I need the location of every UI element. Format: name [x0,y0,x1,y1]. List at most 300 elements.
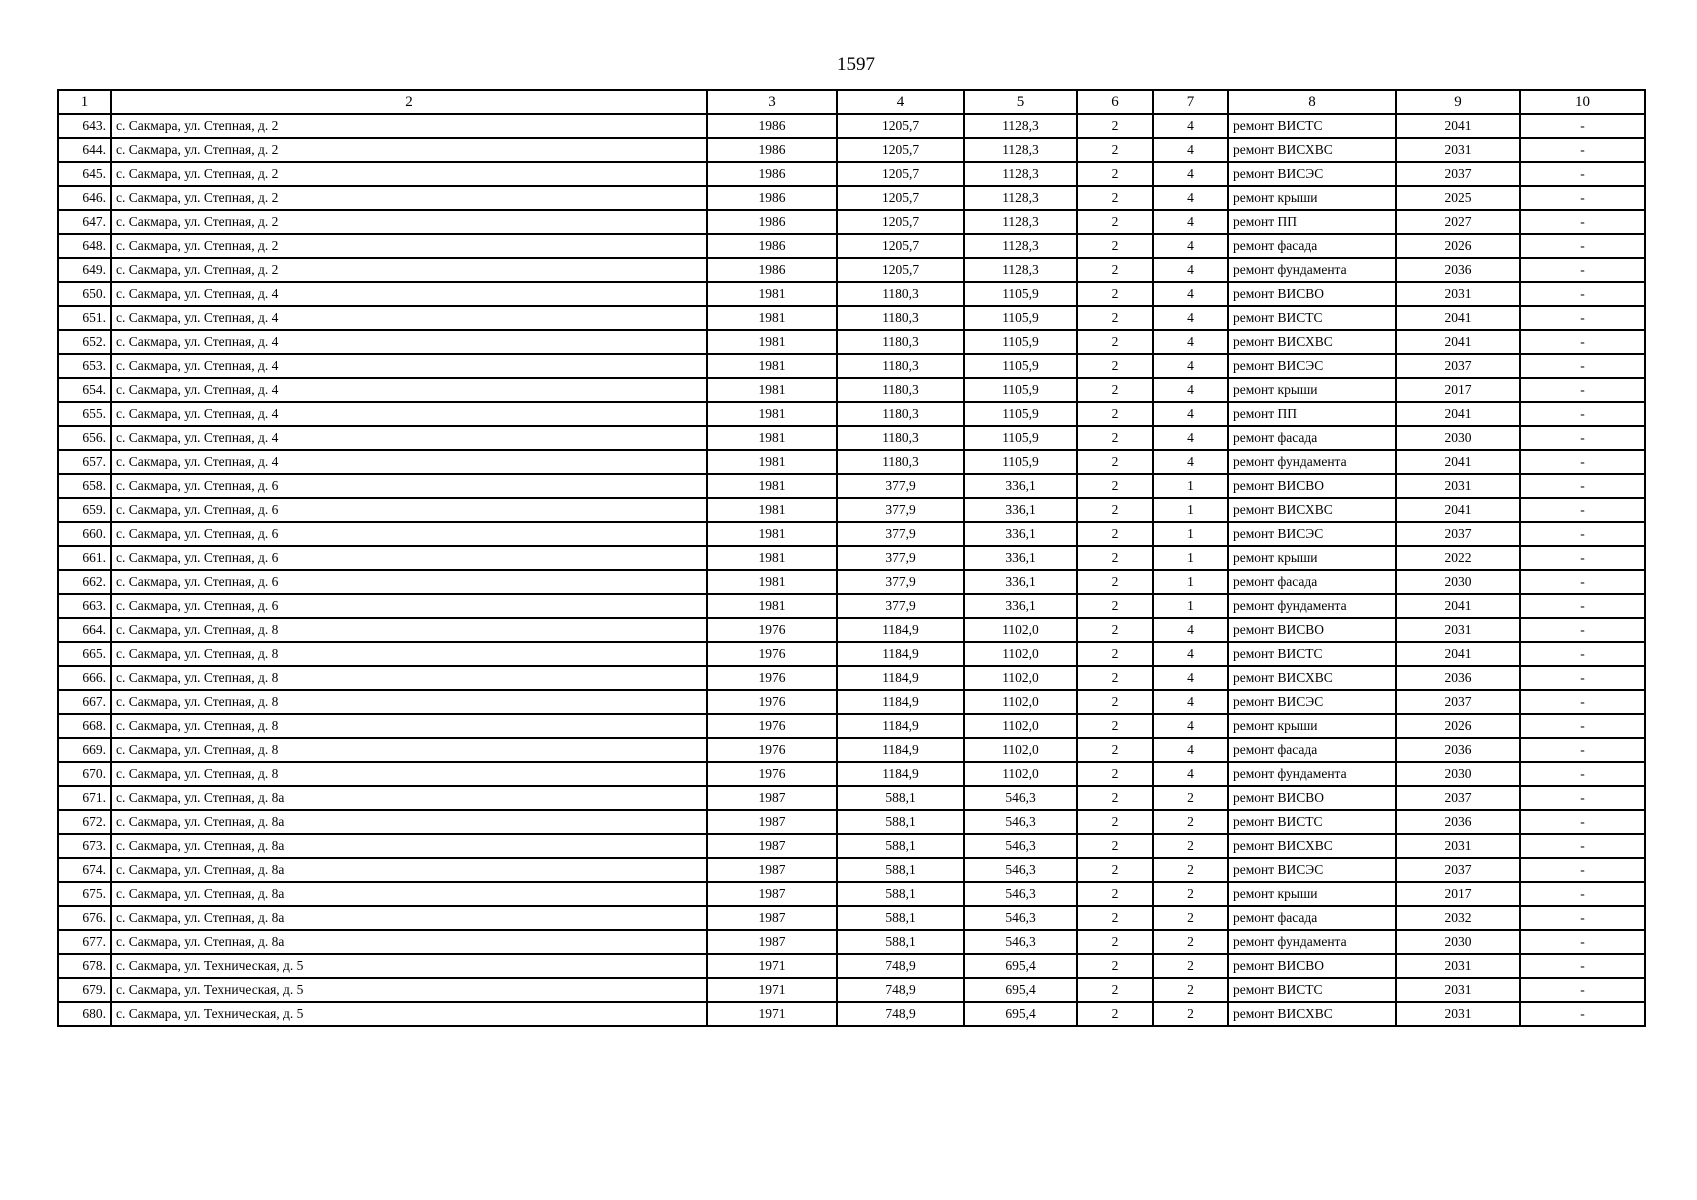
entrances-cell: 2 [1153,834,1228,858]
table-row [58,522,1645,546]
table-row [58,426,1645,450]
work-type-cell: ремонт фундамента [1228,258,1396,282]
floors-cell: 2 [1077,282,1153,306]
build-year-cell: 1986 [707,210,837,234]
address-cell: с. Сакмара, ул. Степная, д. 6 [111,594,707,618]
living-area-cell: 1105,9 [964,378,1077,402]
note-cell: - [1520,882,1645,906]
entrances-cell: 4 [1153,618,1228,642]
row-number-cell: 662. [58,570,111,594]
plan-year-cell: 2041 [1396,306,1520,330]
build-year-cell: 1981 [707,378,837,402]
floors-cell: 2 [1077,978,1153,1002]
work-type-cell: ремонт ВИСТС [1228,306,1396,330]
floors-cell: 2 [1077,450,1153,474]
total-area-cell: 1205,7 [837,210,964,234]
floors-cell: 2 [1077,162,1153,186]
living-area-cell: 546,3 [964,930,1077,954]
row-number-cell: 643. [58,114,111,138]
row-number-cell: 667. [58,690,111,714]
work-type-cell: ремонт ВИСВО [1228,786,1396,810]
note-cell: - [1520,906,1645,930]
floors-cell: 2 [1077,810,1153,834]
table-body [58,114,1645,1026]
entrances-cell: 2 [1153,978,1228,1002]
row-number-cell: 668. [58,714,111,738]
row-number-cell: 660. [58,522,111,546]
build-year-cell: 1987 [707,930,837,954]
total-area-cell: 1180,3 [837,306,964,330]
living-area-cell: 1102,0 [964,714,1077,738]
entrances-cell: 2 [1153,954,1228,978]
total-area-cell: 1184,9 [837,666,964,690]
note-cell: - [1520,762,1645,786]
work-type-cell: ремонт ВИСХВС [1228,498,1396,522]
address-cell: с. Сакмара, ул. Степная, д. 8а [111,930,707,954]
row-number-cell: 679. [58,978,111,1002]
total-area-cell: 1180,3 [837,378,964,402]
note-cell: - [1520,258,1645,282]
total-area-cell: 748,9 [837,954,964,978]
total-area-cell: 588,1 [837,810,964,834]
build-year-cell: 1986 [707,258,837,282]
work-type-cell: ремонт ВИСТС [1228,114,1396,138]
total-area-cell: 748,9 [837,1002,964,1026]
living-area-cell: 336,1 [964,546,1077,570]
address-cell: с. Сакмара, ул. Степная, д. 8 [111,690,707,714]
address-cell: с. Сакмара, ул. Степная, д. 2 [111,114,707,138]
build-year-cell: 1986 [707,234,837,258]
build-year-cell: 1986 [707,114,837,138]
entrances-cell: 2 [1153,906,1228,930]
note-cell: - [1520,426,1645,450]
table-row [58,786,1645,810]
column-header: 10 [1520,90,1645,114]
entrances-cell: 4 [1153,258,1228,282]
table-row [58,210,1645,234]
note-cell: - [1520,210,1645,234]
row-number-cell: 673. [58,834,111,858]
plan-year-cell: 2037 [1396,690,1520,714]
entrances-cell: 4 [1153,138,1228,162]
total-area-cell: 377,9 [837,474,964,498]
living-area-cell: 546,3 [964,810,1077,834]
total-area-cell: 377,9 [837,570,964,594]
living-area-cell: 336,1 [964,498,1077,522]
build-year-cell: 1976 [707,690,837,714]
living-area-cell: 1105,9 [964,282,1077,306]
table-row [58,330,1645,354]
entrances-cell: 1 [1153,594,1228,618]
address-cell: с. Сакмара, ул. Техническая, д. 5 [111,978,707,1002]
address-cell: с. Сакмара, ул. Степная, д. 8 [111,666,707,690]
table-row [58,762,1645,786]
note-cell: - [1520,546,1645,570]
living-area-cell: 1128,3 [964,186,1077,210]
total-area-cell: 1205,7 [837,234,964,258]
floors-cell: 2 [1077,690,1153,714]
table-header-row [58,90,1645,114]
work-type-cell: ремонт ВИСТС [1228,978,1396,1002]
note-cell: - [1520,954,1645,978]
plan-year-cell: 2036 [1396,666,1520,690]
floors-cell: 2 [1077,330,1153,354]
address-cell: с. Сакмара, ул. Степная, д. 2 [111,258,707,282]
address-cell: с. Сакмара, ул. Степная, д. 8а [111,810,707,834]
floors-cell: 2 [1077,426,1153,450]
total-area-cell: 588,1 [837,786,964,810]
plan-year-cell: 2026 [1396,714,1520,738]
column-header: 5 [964,90,1077,114]
total-area-cell: 1180,3 [837,450,964,474]
column-header: 8 [1228,90,1396,114]
entrances-cell: 1 [1153,522,1228,546]
table-row [58,498,1645,522]
living-area-cell: 1102,0 [964,762,1077,786]
total-area-cell: 1180,3 [837,330,964,354]
address-cell: с. Сакмара, ул. Степная, д. 8 [111,762,707,786]
page-number: 1597 [837,54,875,75]
plan-year-cell: 2037 [1396,162,1520,186]
table-row [58,882,1645,906]
work-type-cell: ремонт ВИСВО [1228,618,1396,642]
row-number-cell: 674. [58,858,111,882]
table-row [58,666,1645,690]
living-area-cell: 336,1 [964,594,1077,618]
living-area-cell: 546,3 [964,906,1077,930]
note-cell: - [1520,330,1645,354]
work-type-cell: ремонт крыши [1228,882,1396,906]
note-cell: - [1520,498,1645,522]
build-year-cell: 1976 [707,762,837,786]
address-cell: с. Сакмара, ул. Степная, д. 8 [111,738,707,762]
entrances-cell: 4 [1153,354,1228,378]
row-number-cell: 654. [58,378,111,402]
plan-year-cell: 2031 [1396,474,1520,498]
work-type-cell: ремонт ВИСЭС [1228,522,1396,546]
plan-year-cell: 2041 [1396,114,1520,138]
work-type-cell: ремонт ВИСВО [1228,474,1396,498]
build-year-cell: 1986 [707,162,837,186]
build-year-cell: 1976 [707,738,837,762]
entrances-cell: 4 [1153,426,1228,450]
floors-cell: 2 [1077,786,1153,810]
total-area-cell: 1205,7 [837,258,964,282]
living-area-cell: 1105,9 [964,402,1077,426]
entrances-cell: 1 [1153,474,1228,498]
plan-year-cell: 2030 [1396,570,1520,594]
floors-cell: 2 [1077,570,1153,594]
address-cell: с. Сакмара, ул. Степная, д. 8а [111,834,707,858]
note-cell: - [1520,570,1645,594]
row-number-cell: 659. [58,498,111,522]
living-area-cell: 1102,0 [964,618,1077,642]
total-area-cell: 588,1 [837,906,964,930]
floors-cell: 2 [1077,762,1153,786]
plan-year-cell: 2031 [1396,1002,1520,1026]
floors-cell: 2 [1077,546,1153,570]
work-type-cell: ремонт крыши [1228,546,1396,570]
row-number-cell: 671. [58,786,111,810]
floors-cell: 2 [1077,954,1153,978]
total-area-cell: 1184,9 [837,738,964,762]
address-cell: с. Сакмара, ул. Техническая, д. 5 [111,954,707,978]
address-cell: с. Сакмара, ул. Степная, д. 6 [111,570,707,594]
note-cell: - [1520,786,1645,810]
address-cell: с. Сакмара, ул. Степная, д. 8а [111,786,707,810]
living-area-cell: 546,3 [964,882,1077,906]
address-cell: с. Сакмара, ул. Степная, д. 4 [111,402,707,426]
plan-year-cell: 2041 [1396,594,1520,618]
work-type-cell: ремонт ВИСХВС [1228,834,1396,858]
row-number-cell: 647. [58,210,111,234]
table-row [58,642,1645,666]
build-year-cell: 1981 [707,474,837,498]
work-type-cell: ремонт ВИСХВС [1228,1002,1396,1026]
table-row [58,570,1645,594]
address-cell: с. Сакмара, ул. Степная, д. 8а [111,882,707,906]
floors-cell: 2 [1077,114,1153,138]
address-cell: с. Сакмара, ул. Техническая, д. 5 [111,1002,707,1026]
plan-year-cell: 2031 [1396,978,1520,1002]
work-type-cell: ремонт крыши [1228,378,1396,402]
plan-year-cell: 2041 [1396,330,1520,354]
note-cell: - [1520,282,1645,306]
floors-cell: 2 [1077,930,1153,954]
table-row [58,858,1645,882]
build-year-cell: 1981 [707,546,837,570]
note-cell: - [1520,858,1645,882]
floors-cell: 2 [1077,858,1153,882]
work-type-cell: ремонт ПП [1228,402,1396,426]
entrances-cell: 2 [1153,786,1228,810]
living-area-cell: 546,3 [964,786,1077,810]
build-year-cell: 1976 [707,642,837,666]
total-area-cell: 748,9 [837,978,964,1002]
floors-cell: 2 [1077,210,1153,234]
floors-cell: 2 [1077,186,1153,210]
note-cell: - [1520,666,1645,690]
plan-year-cell: 2041 [1396,642,1520,666]
work-type-cell: ремонт ВИСХВС [1228,138,1396,162]
plan-year-cell: 2027 [1396,210,1520,234]
living-area-cell: 695,4 [964,978,1077,1002]
table-row [58,690,1645,714]
work-type-cell: ремонт фасада [1228,570,1396,594]
entrances-cell: 4 [1153,114,1228,138]
address-cell: с. Сакмара, ул. Степная, д. 4 [111,378,707,402]
row-number-cell: 672. [58,810,111,834]
living-area-cell: 1105,9 [964,426,1077,450]
note-cell: - [1520,930,1645,954]
work-type-cell: ремонт ВИСЭС [1228,858,1396,882]
note-cell: - [1520,234,1645,258]
entrances-cell: 4 [1153,234,1228,258]
note-cell: - [1520,138,1645,162]
build-year-cell: 1981 [707,570,837,594]
total-area-cell: 588,1 [837,858,964,882]
address-cell: с. Сакмара, ул. Степная, д. 2 [111,138,707,162]
entrances-cell: 2 [1153,810,1228,834]
work-type-cell: ремонт ВИСТС [1228,642,1396,666]
living-area-cell: 336,1 [964,570,1077,594]
living-area-cell: 1128,3 [964,210,1077,234]
plan-year-cell: 2031 [1396,834,1520,858]
work-type-cell: ремонт фундамента [1228,594,1396,618]
note-cell: - [1520,114,1645,138]
total-area-cell: 1184,9 [837,642,964,666]
total-area-cell: 588,1 [837,834,964,858]
living-area-cell: 1105,9 [964,306,1077,330]
row-number-cell: 669. [58,738,111,762]
build-year-cell: 1981 [707,522,837,546]
entrances-cell: 4 [1153,162,1228,186]
floors-cell: 2 [1077,402,1153,426]
note-cell: - [1520,378,1645,402]
row-number-cell: 653. [58,354,111,378]
note-cell: - [1520,642,1645,666]
entrances-cell: 4 [1153,306,1228,330]
living-area-cell: 336,1 [964,474,1077,498]
build-year-cell: 1987 [707,858,837,882]
note-cell: - [1520,978,1645,1002]
floors-cell: 2 [1077,618,1153,642]
column-header: 6 [1077,90,1153,114]
row-number-cell: 675. [58,882,111,906]
row-number-cell: 677. [58,930,111,954]
address-cell: с. Сакмара, ул. Степная, д. 6 [111,474,707,498]
total-area-cell: 588,1 [837,882,964,906]
entrances-cell: 4 [1153,378,1228,402]
build-year-cell: 1987 [707,906,837,930]
address-cell: с. Сакмара, ул. Степная, д. 4 [111,354,707,378]
address-cell: с. Сакмара, ул. Степная, д. 4 [111,330,707,354]
total-area-cell: 377,9 [837,498,964,522]
living-area-cell: 1102,0 [964,666,1077,690]
build-year-cell: 1987 [707,834,837,858]
work-type-cell: ремонт ВИСХВС [1228,330,1396,354]
entrances-cell: 4 [1153,762,1228,786]
note-cell: - [1520,402,1645,426]
build-year-cell: 1986 [707,186,837,210]
floors-cell: 2 [1077,354,1153,378]
table-row [58,234,1645,258]
table-row [58,378,1645,402]
note-cell: - [1520,186,1645,210]
floors-cell: 2 [1077,594,1153,618]
build-year-cell: 1976 [707,618,837,642]
living-area-cell: 1105,9 [964,330,1077,354]
entrances-cell: 1 [1153,546,1228,570]
table-row [58,810,1645,834]
table-row [58,978,1645,1002]
address-cell: с. Сакмара, ул. Степная, д. 8 [111,714,707,738]
table-row [58,450,1645,474]
work-type-cell: ремонт фундамента [1228,930,1396,954]
note-cell: - [1520,522,1645,546]
floors-cell: 2 [1077,882,1153,906]
table-row [58,1002,1645,1026]
row-number-cell: 656. [58,426,111,450]
build-year-cell: 1981 [707,498,837,522]
work-type-cell: ремонт ВИСЭС [1228,690,1396,714]
build-year-cell: 1981 [707,402,837,426]
entrances-cell: 4 [1153,666,1228,690]
floors-cell: 2 [1077,138,1153,162]
plan-year-cell: 2031 [1396,954,1520,978]
build-year-cell: 1981 [707,354,837,378]
total-area-cell: 377,9 [837,522,964,546]
living-area-cell: 1105,9 [964,354,1077,378]
row-number-cell: 676. [58,906,111,930]
work-type-cell: ремонт ВИСЭС [1228,162,1396,186]
row-number-cell: 650. [58,282,111,306]
plan-year-cell: 2037 [1396,522,1520,546]
address-cell: с. Сакмара, ул. Степная, д. 6 [111,522,707,546]
entrances-cell: 4 [1153,690,1228,714]
table-row [58,954,1645,978]
living-area-cell: 1105,9 [964,450,1077,474]
living-area-cell: 546,3 [964,834,1077,858]
total-area-cell: 1184,9 [837,690,964,714]
total-area-cell: 1205,7 [837,138,964,162]
work-type-cell: ремонт крыши [1228,714,1396,738]
row-number-cell: 648. [58,234,111,258]
floors-cell: 2 [1077,714,1153,738]
row-number-cell: 678. [58,954,111,978]
note-cell: - [1520,474,1645,498]
living-area-cell: 1102,0 [964,738,1077,762]
column-header: 2 [111,90,707,114]
row-number-cell: 664. [58,618,111,642]
floors-cell: 2 [1077,738,1153,762]
address-cell: с. Сакмара, ул. Степная, д. 6 [111,498,707,522]
plan-year-cell: 2031 [1396,282,1520,306]
floors-cell: 2 [1077,522,1153,546]
build-year-cell: 1987 [707,882,837,906]
plan-year-cell: 2026 [1396,234,1520,258]
plan-year-cell: 2036 [1396,738,1520,762]
work-type-cell: ремонт фасада [1228,234,1396,258]
table-row [58,714,1645,738]
total-area-cell: 1184,9 [837,618,964,642]
build-year-cell: 1971 [707,978,837,1002]
column-header: 4 [837,90,964,114]
build-year-cell: 1986 [707,138,837,162]
entrances-cell: 4 [1153,210,1228,234]
address-cell: с. Сакмара, ул. Степная, д. 6 [111,546,707,570]
floors-cell: 2 [1077,234,1153,258]
total-area-cell: 588,1 [837,930,964,954]
note-cell: - [1520,306,1645,330]
entrances-cell: 2 [1153,930,1228,954]
floors-cell: 2 [1077,642,1153,666]
address-cell: с. Сакмара, ул. Степная, д. 8а [111,858,707,882]
table-row [58,306,1645,330]
table-row [58,354,1645,378]
living-area-cell: 1102,0 [964,642,1077,666]
total-area-cell: 1180,3 [837,354,964,378]
entrances-cell: 2 [1153,1002,1228,1026]
build-year-cell: 1981 [707,306,837,330]
build-year-cell: 1987 [707,786,837,810]
build-year-cell: 1981 [707,450,837,474]
plan-year-cell: 2031 [1396,138,1520,162]
plan-year-cell: 2036 [1396,258,1520,282]
plan-year-cell: 2022 [1396,546,1520,570]
plan-year-cell: 2041 [1396,402,1520,426]
build-year-cell: 1981 [707,282,837,306]
